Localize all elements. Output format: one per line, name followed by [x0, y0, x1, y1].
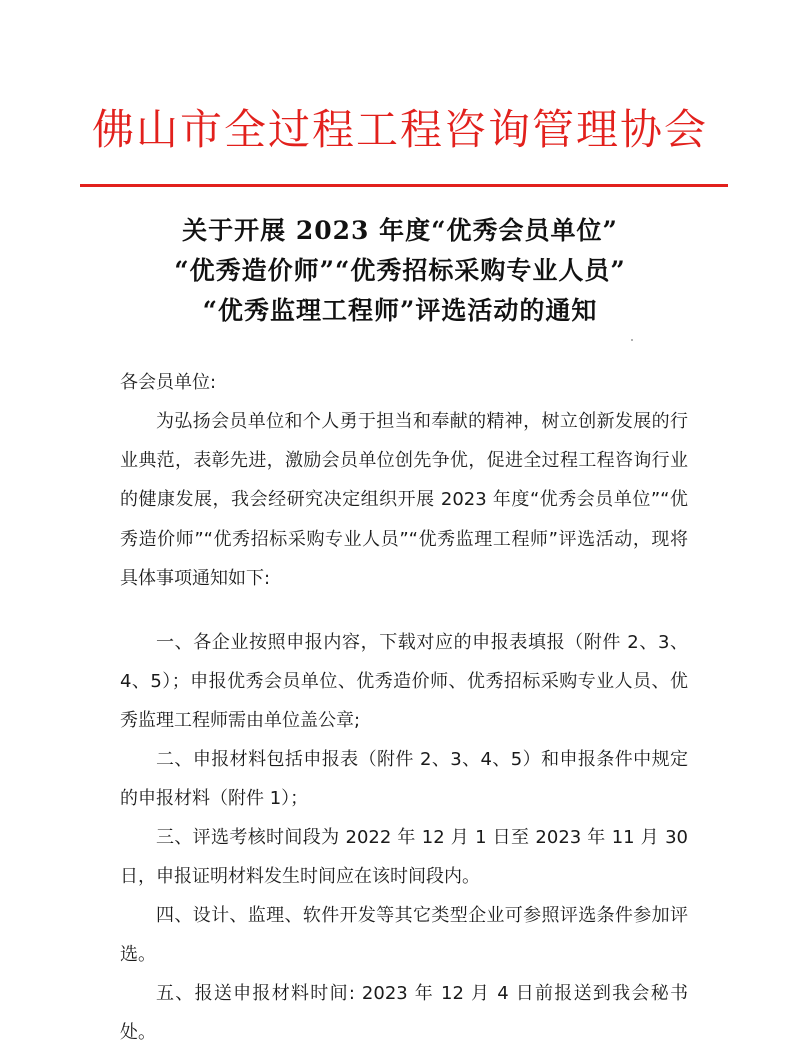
notice-title-line-1: 关于开展 2023 年度“优秀会员单位” — [182, 216, 618, 245]
paragraph-text: 五、报送申报材料时间: 2023 年 12 月 4 日前报送到我会秘书处。 — [120, 983, 688, 1044]
paragraph-text: 二、申报材料包括申报表（附件 2、3、4、5）和申报条件中规定的申报材料（附件 1）； — [120, 749, 688, 810]
salutation: 各会员单位: — [120, 372, 217, 393]
letterhead-red-rule — [80, 184, 728, 187]
body-paragraph-item-2 — [120, 740, 688, 818]
body-paragraph-item-3 — [120, 818, 688, 896]
organization-letterhead: 佛山市全过程工程咨询管理协会 — [91, 105, 708, 154]
paragraph-text: 一、各企业按照申报内容，下载对应的申报表填报（附件 2、3、4、5）；申报优秀会员单位、优秀造价师、优秀招标采购专业人员、优秀监理工程师需由单位盖公章; — [120, 632, 688, 732]
scan-speck — [631, 339, 633, 341]
notice-title-line-2: “优秀造价师”“优秀招标采购专业人员” — [174, 256, 626, 285]
body-paragraph-intro — [120, 402, 688, 598]
notice-title-line-3: “优秀监理工程师”评选活动的通知 — [202, 296, 598, 325]
body-paragraph-item-5 — [120, 974, 688, 1052]
body-paragraph-item-1 — [120, 623, 688, 741]
paragraph-text: 三、评选考核时间段为 2022 年 12 月 1 日至 2023 年 11 月 30 日，申报证明材料发生时间应在该时间段内。 — [120, 827, 688, 888]
paragraph-text: 为弘扬会员单位和个人勇于担当和奉献的精神，树立创新发展的行业典范，表彰先进，激励会员单位创先争优，促进全过程工程咨询行业的健康发展，我会经研究决定组织开展 2023 年度“优秀会员单位”“优秀造价师”“优秀招标采购专业人员”“优秀监理工程师”评选活动，现将具体事项通知如下: — [120, 411, 688, 589]
body-paragraph-item-4 — [120, 896, 688, 974]
paragraph-text: 四、设计、监理、软件开发等其它类型企业可参照评选条件参加评选。 — [120, 905, 688, 966]
